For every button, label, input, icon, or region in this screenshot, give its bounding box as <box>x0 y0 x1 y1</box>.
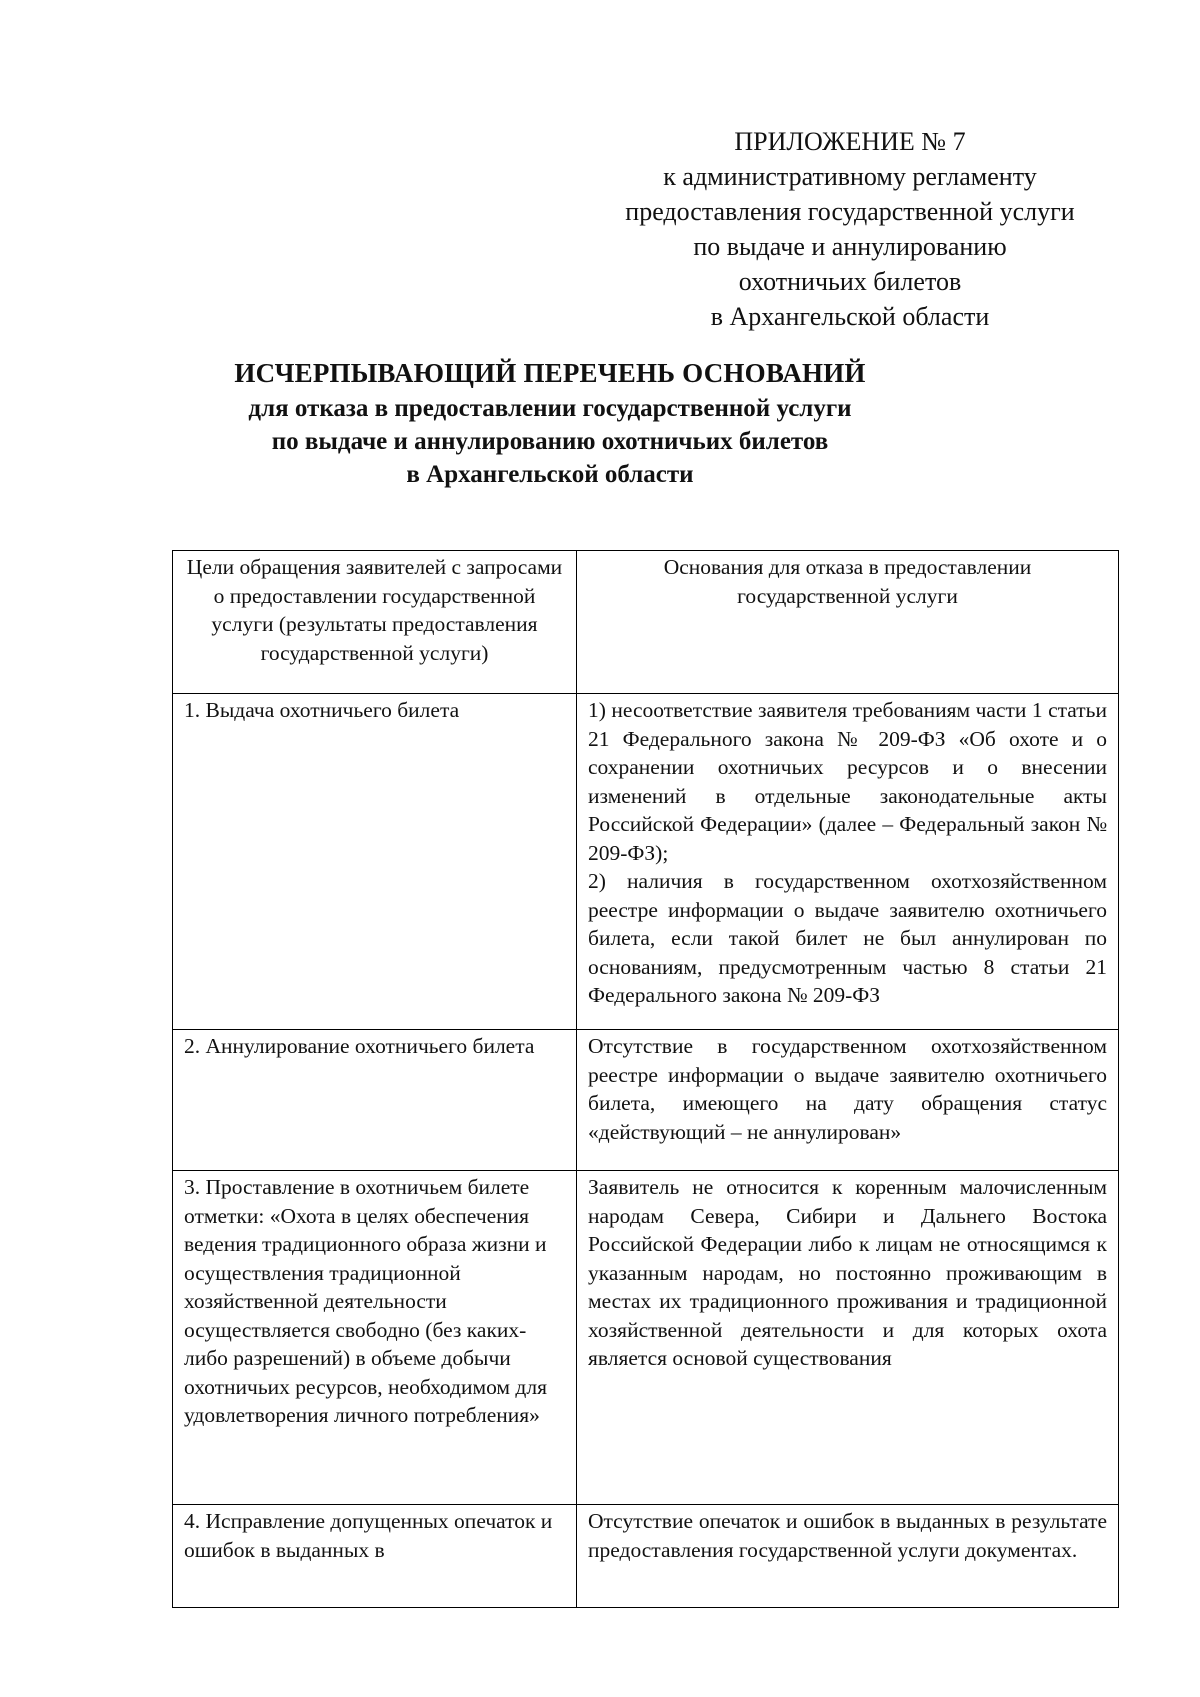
appendix-title: ПРИЛОЖЕНИЕ № 7 <box>734 127 966 156</box>
table-row <box>173 1171 1119 1505</box>
table-row <box>173 1030 1119 1171</box>
document-subtitle-line: в Архангельской области <box>406 461 694 488</box>
table-row <box>173 694 1119 1030</box>
document-subtitle-line: по выдаче и аннулированию охотничьих билетов <box>271 428 829 455</box>
appendix-line: по выдаче и аннулированию <box>693 232 1007 261</box>
reason-item: 2) наличия в государственном охотхозяйственном реестре информации о выдаче заявителю охотничьего билета, если такой билет не был аннулирован по основаниям, предусмотренным частью 8 статьи 21 Федерального закона № 209-ФЗ <box>588 869 1107 1007</box>
reason-item: 1) несоответствие заявителя требованиям части 1 статьи 21 Федерального закона № 209-ФЗ «Об охоте и о сохранении охотничьих ресурсов и о внесении изменений в отдельные законодательные акты Российской Федерации» (далее – Федеральный закон № 209-ФЗ); <box>588 698 1107 865</box>
appendix-line: к административному регламенту <box>663 162 1037 191</box>
grounds-table <box>172 550 1119 1608</box>
column-header-grounds: Основания для отказа в предоставлении государственной услуги <box>577 551 1119 694</box>
column-header-goals: Цели обращения заявителей с запросами о предоставлении государственной услуги (результаты предоставления государственной услуги) <box>173 551 577 694</box>
document-title: ИСЧЕРПЫВАЮЩИЙ ПЕРЕЧЕНЬ ОСНОВАНИЙ <box>234 358 866 388</box>
reason-item: Заявитель не относится к коренным малочисленным народам Севера, Сибири и Дальнего Востока Российской Федерации либо к лицам не относящимся к указанным народам, но постоянно проживающим в местах их традиционного проживания и традиционной хозяйственной деятельности и для которых охота является основой существования <box>588 1175 1107 1370</box>
goal-cell: 1. Выдача охотничьего билета <box>173 694 577 1030</box>
goal-cell: 4. Исправление допущенных опечаток и ошибок в выданных в <box>173 1505 577 1608</box>
appendix-line: предоставления государственной услуги <box>625 197 1075 226</box>
reason-item: Отсутствие опечаток и ошибок в выданных в результате предоставления государственной услуги документах. <box>588 1509 1107 1562</box>
reason-cell <box>577 1171 1119 1505</box>
reason-cell <box>577 1030 1119 1171</box>
reason-cell <box>577 694 1119 1030</box>
table-header-row <box>173 551 1119 694</box>
table-row <box>173 1505 1119 1608</box>
appendix-header <box>600 124 1100 334</box>
document-heading <box>200 354 900 491</box>
reason-cell <box>577 1505 1119 1608</box>
appendix-line: охотничьих билетов <box>738 267 962 296</box>
goal-cell: 3. Проставление в охотничьем билете отметки: «Охота в целях обеспечения ведения традиционного образа жизни и осуществления традиционной хозяйственной деятельности осуществляется свободно (без каких-либо разрешений) в объеме добычи охотничьих ресурсов, необходимом для удовлетворения личного потребления» <box>173 1171 577 1505</box>
reason-item: Отсутствие в государственном охотхозяйственном реестре информации о выдаче заявителю охотничьего билета, имеющего на дату обращения статус «действующий – не аннулирован» <box>588 1034 1107 1144</box>
appendix-line: в Архангельской области <box>710 302 990 331</box>
goal-cell: 2. Аннулирование охотничьего билета <box>173 1030 577 1171</box>
document-subtitle-line: для отказа в предоставлении государственной услуги <box>248 395 852 422</box>
